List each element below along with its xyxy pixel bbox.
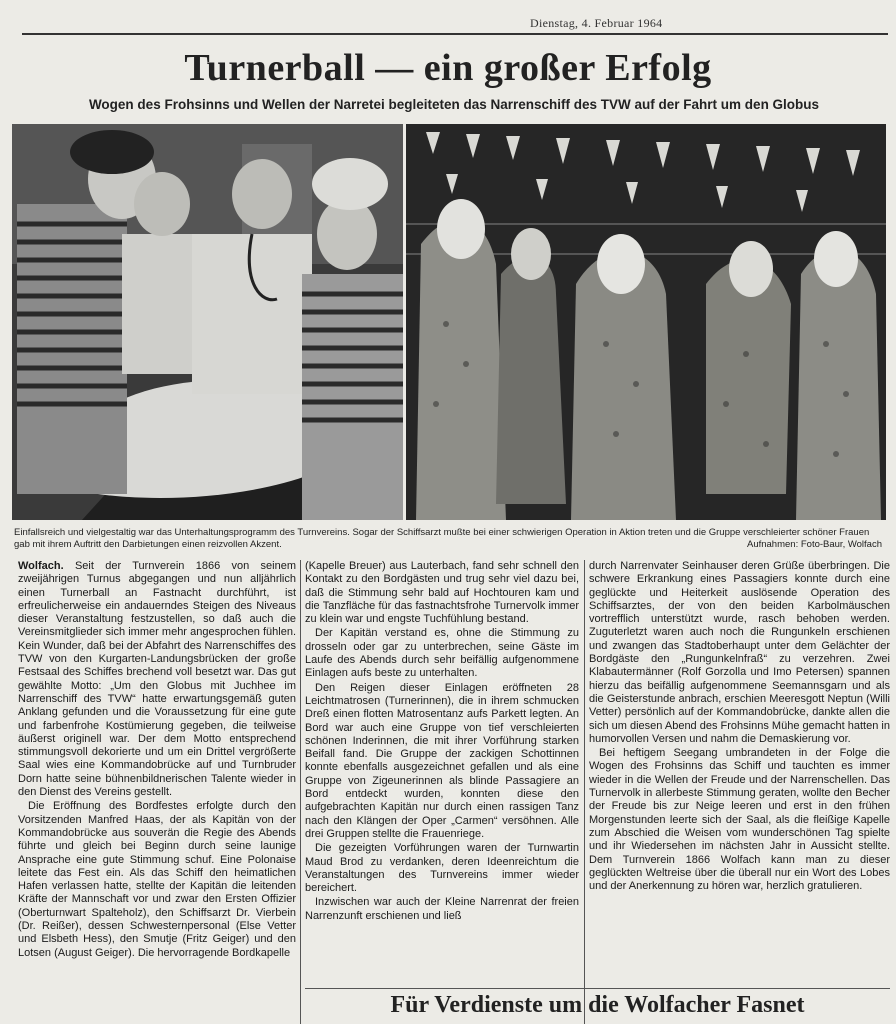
dateline-place: Wolfach. [18,560,64,572]
paragraph [18,560,296,799]
article-subheadline: Wogen des Frohsinns und Wellen der Narretei begleiteten das Narrenschiff des TVW auf der Fahrt um den Globus [88,97,820,112]
article-column-3 [589,560,890,1014]
photo-ship-doctor-operation [12,124,403,520]
top-rule [22,33,888,35]
caption-text: Einfallsreich und vielgestaltig war das Unterhaltungsprogramm des Turnvereins. Sogar der Schiffsarzt mußte bei einer schwierigen Operation in Aktion treten und die Gruppe verschleierter schöner Frauen gab mit ihrem Auftritt den Darbietungen einen reizvollen Akzent. [14,527,870,550]
article-headline: Turnerball — ein großer Erfolg [184,47,712,89]
paragraph-text: Die Eröffnung des Bordfestes erfolgte durch den Vorsitzenden Manfred Haas, der als Kapitän von der Kommandobrücke aus souverän die Regie des Abends führte und gleich bei Beginn durch seine launige Ansprache eine gute Stimmung schuf. Eine Polonaise leitete das Fest ein. Als das Schiff den heimatlichen Hafen verlassen hatte, stellte der Kapitän die leitenden Kräfte der Mannschaft vor und zwar den Ersten Offizier (Oberturnwart Spalteholz), den Schiffsarzt Dr. Vierbein (Dr. Reißer), dessen Schwesternpersonal (Else Vetter und Elsbeth Hess), den Smutje (Fritz Geiger) und den Lotsen (August Geiger). Die hervorragende Bordkapelle [18,800,296,959]
article-body [18,560,891,1024]
paragraph: Den Reigen dieser Einlagen eröffneten 28 Leichtmatrosen (Turnerinnen), die in ihrem schmucken Dreß einen flotten Matrosentanz aufs Parkett legten. An Bord war auch eine Gruppe von tief verschleierten schönen Inderinnen, die mit ihrer Vorführung starken Beifall fand. Die Gruppe der zackigen Schottinnen konnte ebenfalls ausgezeichnet gefallen und als eine Gruppe von Zigeunerinnen als blinde Passagiere an Bord entdeckt wurden, konnten diese den aufgebrachten Kapitän nur durch einen rassigen Tanz nach den Klängen der Oper „Carmen“ versöhnen. Alle drei Gruppen stellte die Frauenriege. [305,681,579,840]
photo-credit: Aufnahmen: Foto-Baur, Wolfach [746,539,882,550]
paragraph: Bei heftigem Seegang umbrandeten in der Folge die Wogen des Frohsinns das Schiff und tauchten es immer wieder in die Wellen der Freude und der Narrenschellen. Das Turnervolk in allerbeste Stimmung geraten, wollte den Becher der Freude bis zur Neige leeren und erst in den frühen Morgenstunden leerte sich der Saal, als die fleißige Kapelle zum Abschied die Weisen vom wunderschönen Tag spielte und ihr Wiedersehen im nächsten Jahr in Aussicht stellte. Dem Turnverein 1866 Wolfach kann man zu dieser geglückten Weltreise über die überall nur ein Wort des Lobes und der Anerkennung zu hören war, herzlich gratulieren. [589,747,890,893]
paragraph: durch Narrenvater Seinhauser deren Grüße überbringen. Die schwere Erkrankung eines Passagiers konnte durch eine geglückte und Heiterkeit auslösende Operation des Schiffsarztes, der von den beiden Karbolmäuschen vortrefflich unterstützt wurde, rasch behoben werden. Zuguterletzt waren auch noch die Rungunkeln erschienen und zwangen das Stadtoberhaupt unter dem Gelächter der Bordgäste den „Rungunkelnfraß“ zu verzehren. Zwei Klabautermänner (Rolf Gorzolla und Imo Petersen) spannen hierzu das beifällig aufgenommene Seemannsgarn und als die Geisterstunde anbrach, erschien Meeresgott Neptun (Willi Vetter) persönlich auf der Kommandobrücke, dankte allen die sich um diesen Abend des Frohsinns Mühe gemacht hatten in humorvollen Versen und nahm die Demaskierung vor. [589,560,890,745]
paragraph [18,800,296,960]
paragraph-text: Seit der Turnverein 1866 von seinem zweijährigen Turnus abgegangen und nun alljährlich einen Turnerball an Fastnacht durchführt, ist erfreulicherweise ein andauerndes Steigen des Niveaus dieser Veranstaltung festzustellen, so daß auch die Vereinsmitglieder sich immer mehr angesprochen fühlen. Kein Wunder, daß bei der Abfahrt des Narrenschiffes des TVW von den Kurgarten-Landungsbrücken der große Festsaal des Schiffes brechend voll besetzt war. Das gut gewählte Motto: „Um den Globus mit Juchhee im Narrenschiff des TVW“ hatte erwartungsgemäß guten Anklang gefunden und die Voraussetzung für eine gute und farbenfrohe Kostümierung gegeben, die teilweise äußerst originell war. Der dem Motto entsprechend stimmungsvoll dekorierte und um ein Drittel vergrößerte Saal wies eine Kommandobrücke auf und Turnbruder Dorn hatte seine bühnenbildnerischen Talente wieder in den Dienst des Vereins gestellt. [18,560,296,799]
next-article-headline: Für Verdienste um die Wolfacher Fasnet [390,992,805,1018]
paragraph: Der Kapitän verstand es, ohne die Stimmung zu drosseln oder gar zu unterbrechen, seine Gäste im Laufe des Abends durch sehr beifällig aufgenommene Einlagen aufs beste zu unterhalten. [305,627,579,680]
photo-veiled-women-dance [406,124,886,520]
page-date: Dienstag, 4. Februar 1964 [530,16,663,30]
paragraph: Die gezeigten Vorführungen waren der Turnwartin Maud Brod zu verdanken, deren Ideenreichtum die Veranstaltungen des Turnvereins immer wieder bereichert. [305,842,579,895]
paragraph: (Kapelle Breuer) aus Lauterbach, fand sehr schnell den Kontakt zu den Bordgästen und trug sehr viel dazu bei, daß die Stimmung sehr bald auf Hochtouren kam und die Tanzfläche für das fastnachtsfrohe Turnervolk immer zu klein war und engste Tuchfühlung bestand. [305,560,579,626]
photo-caption [14,527,882,551]
article-column-2 [305,560,579,1024]
section-rule [305,988,890,989]
article-column-1 [18,560,296,1024]
paragraph: Inzwischen war auch der Kleine Narrenrat der freien Narrenzunft erschienen und ließ [305,896,579,922]
